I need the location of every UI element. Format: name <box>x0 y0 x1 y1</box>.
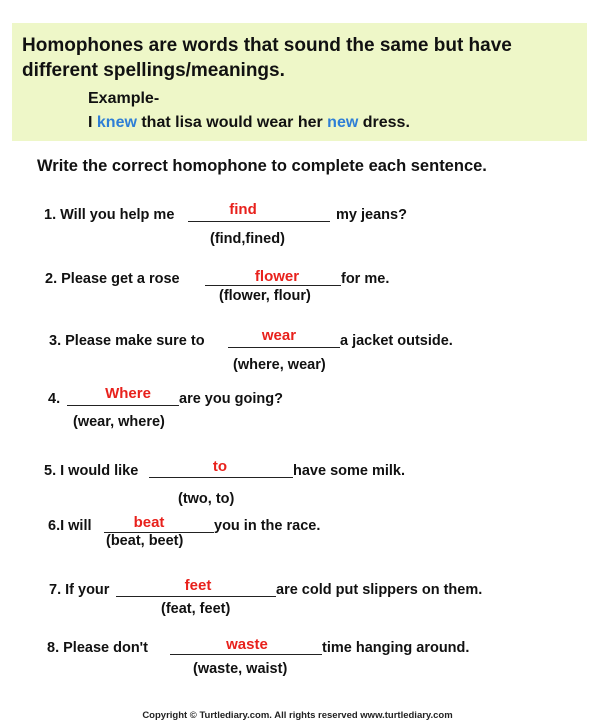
question-6-answer: beat <box>133 514 165 531</box>
question-6-choices: (beat, beet) <box>106 533 184 549</box>
question-4-blank[interactable] <box>67 405 179 406</box>
question-2-answer: flower <box>254 268 300 285</box>
question-7-text: 7. If your <box>49 582 110 598</box>
question-7-answer: feet <box>184 577 212 594</box>
question-2-blank[interactable] <box>205 285 341 286</box>
question-4-answer: Where <box>105 385 151 402</box>
question-8-answer: waste <box>226 636 268 653</box>
question-5-answer: to <box>212 458 228 475</box>
question-2-text: 2. Please get a rose <box>45 271 180 287</box>
question-3-text: 3. Please make sure to <box>49 333 205 349</box>
example-text: I <box>88 114 97 131</box>
question-3-choices: (where, wear) <box>233 357 326 373</box>
question-8-text-after: time hanging around. <box>322 640 470 656</box>
question-5-blank[interactable] <box>149 477 293 478</box>
question-4-choices: (wear, where) <box>73 414 165 430</box>
example-highlight-new: new <box>327 114 359 131</box>
question-8-text: 8. Please don't <box>47 640 148 656</box>
question-2-text-after: for me. <box>341 271 390 287</box>
question-3-text-after: a jacket outside. <box>340 333 453 349</box>
question-3-answer: wear <box>261 327 297 344</box>
question-6-text: 6.I will <box>48 518 92 534</box>
question-7-blank[interactable] <box>116 596 276 597</box>
copyright-footer: Copyright © Turtlediary.com. All rights reserved www.turtlediary.com <box>142 710 453 721</box>
question-5-text-after: have some milk. <box>293 463 406 479</box>
example-sentence <box>88 114 410 132</box>
example-label: Example- <box>88 90 160 107</box>
example-highlight-knew: knew <box>96 114 137 131</box>
question-4-text: 4. <box>48 391 61 407</box>
instruction-text: Write the correct homophone to complete each sentence. <box>37 157 487 175</box>
question-1-blank[interactable] <box>188 221 330 222</box>
question-1-text: 1. Will you help me <box>44 207 175 223</box>
question-2-choices: (flower, flour) <box>219 288 311 304</box>
question-6-text-after: you in the race. <box>214 518 321 534</box>
question-5-choices: (two, to) <box>178 491 235 507</box>
question-5-text: 5. I would like <box>44 463 139 479</box>
question-7-choices: (feat, feet) <box>161 601 231 617</box>
question-8-choices: (waste, waist) <box>193 661 288 677</box>
question-3-blank[interactable] <box>228 347 340 348</box>
question-1-text-after: my jeans? <box>336 207 407 223</box>
definition-text: Homophones are words that sound the same but have different spellings/meanings. <box>22 35 512 81</box>
example-text: dress. <box>358 114 410 131</box>
example-text: that lisa would wear her <box>136 114 328 131</box>
question-4-text-after: are you going? <box>179 391 283 407</box>
question-8-blank[interactable] <box>170 654 322 655</box>
question-7-text-after: are cold put slippers on them. <box>276 582 483 598</box>
definition-box <box>12 23 587 141</box>
question-1-answer: find <box>229 201 257 218</box>
question-1-choices: (find,fined) <box>210 231 285 247</box>
